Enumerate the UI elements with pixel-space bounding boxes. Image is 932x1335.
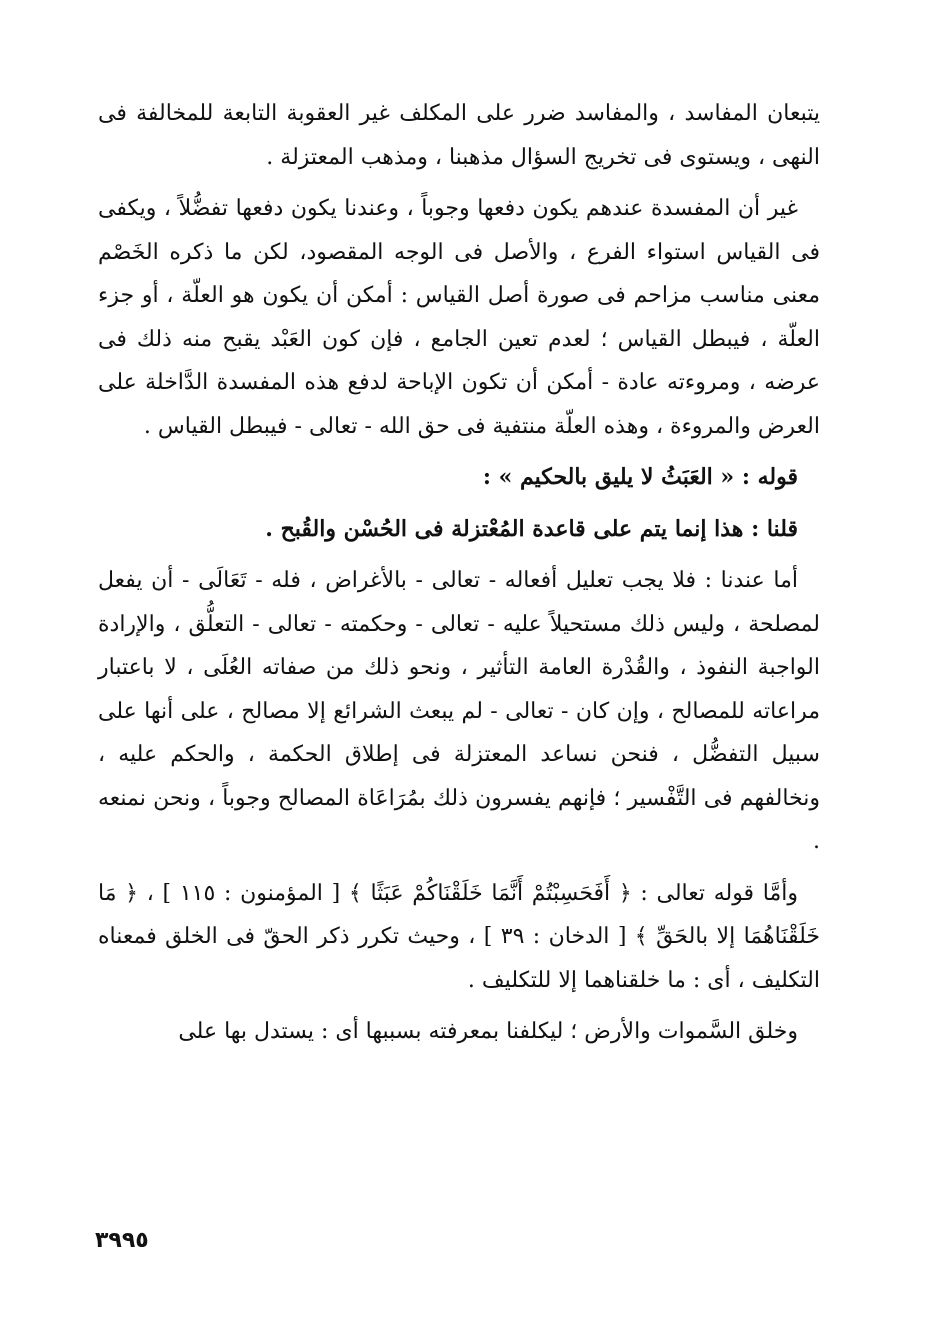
paragraph-1: يتبعان المفاسد ، والمفاسد ضرر على المكلف غير العقوبة التابعة للمخالفة فى النهى ، ويستوى فى تخريج السؤال مذهبنا ، ومذهب المعتزلة .: [98, 101, 820, 170]
page-number: ٣٩٩٥: [95, 1228, 149, 1253]
paragraph-5: وخلق السَّموات والأرض ؛ ليكلفنا بمعرفته بسببها أى : يستدل بها على: [178, 1019, 798, 1044]
paragraph-3: أما عندنا : فلا يجب تعليل أفعاله - تعالى - بالأغراض ، فله - تَعَالَى - أن يفعل لمصلحة ، وليس ذلك مستحيلاً عليه - تعالى - وحكمته - تعالى - التعلُّق ، والإرادة الواجبة النفوذ ، والقُدْرة العامة التأثير ، ونحو ذلك من صفاته العُلَى ، لا باعتبار مراعاته للمصالح ، وإن كان - تعالى - لم يبعث الشرائع إلا مصالح ، على أنها على سبيل التفضُّل ، فنحن نساعد المعتزلة فى إطلاق الحكمة ، والحكم عليه ، ونخالفهم فى التَّفْسير ؛ فإنهم يفسرون ذلك بمُرَاعَاة المصالح وجوباً ، ونحن نمنعه .: [98, 568, 820, 854]
paragraph-2: غير أن المفسدة عندهم يكون دفعها وجوباً ، وعندنا يكون دفعها تفضُّلاً ، ويكفى فى القياس استواء الفرع ، والأصل فى الوجه المقصود، لكن ما ذكره الخَصْم معنى مناسب مزاحم فى صورة أصل القياس : أمكن أن يكون هو العلّة ، أو جزء العلّة ، فيبطل القياس ؛ لعدم تعين الجامع ، فإن كون العَبْد يقبح منه ذلك فى عرضه ، ومروءته عادة - أمكن أن تكون الإباحة لدفع هذه المفسدة الدَّاخلة على العرض والمروءة ، وهذه العلّة منتفية فى حق الله - تعالى - فيبطل القياس .: [98, 196, 820, 439]
body-text: [98, 92, 820, 1054]
paragraph-4: وأمَّا قوله تعالى : ﴿ أَفَحَسِبْتُمْ أَنَّمَا خَلَقْنَاكُمْ عَبَثًا ﴾ [ المؤمنون : ١١٥ ] ، ﴿ مَا خَلَقْنَاهُمَا إلا بالحَقِّ ﴾ [ الدخان : ٣٩ ] ، وحيث تكرر ذكر الحقّ فى الخلق فمعناه التكليف ، أى : ما خلقناهما إلا للتكليف .: [98, 880, 820, 993]
quote-statement: قوله : « العَبَثُ لا يليق بالحكيم » :: [482, 464, 798, 490]
reply-statement: قلنا : هذا إنما يتم على قاعدة المُعْتزلة فى الحُسْن والقُبح .: [265, 515, 798, 542]
